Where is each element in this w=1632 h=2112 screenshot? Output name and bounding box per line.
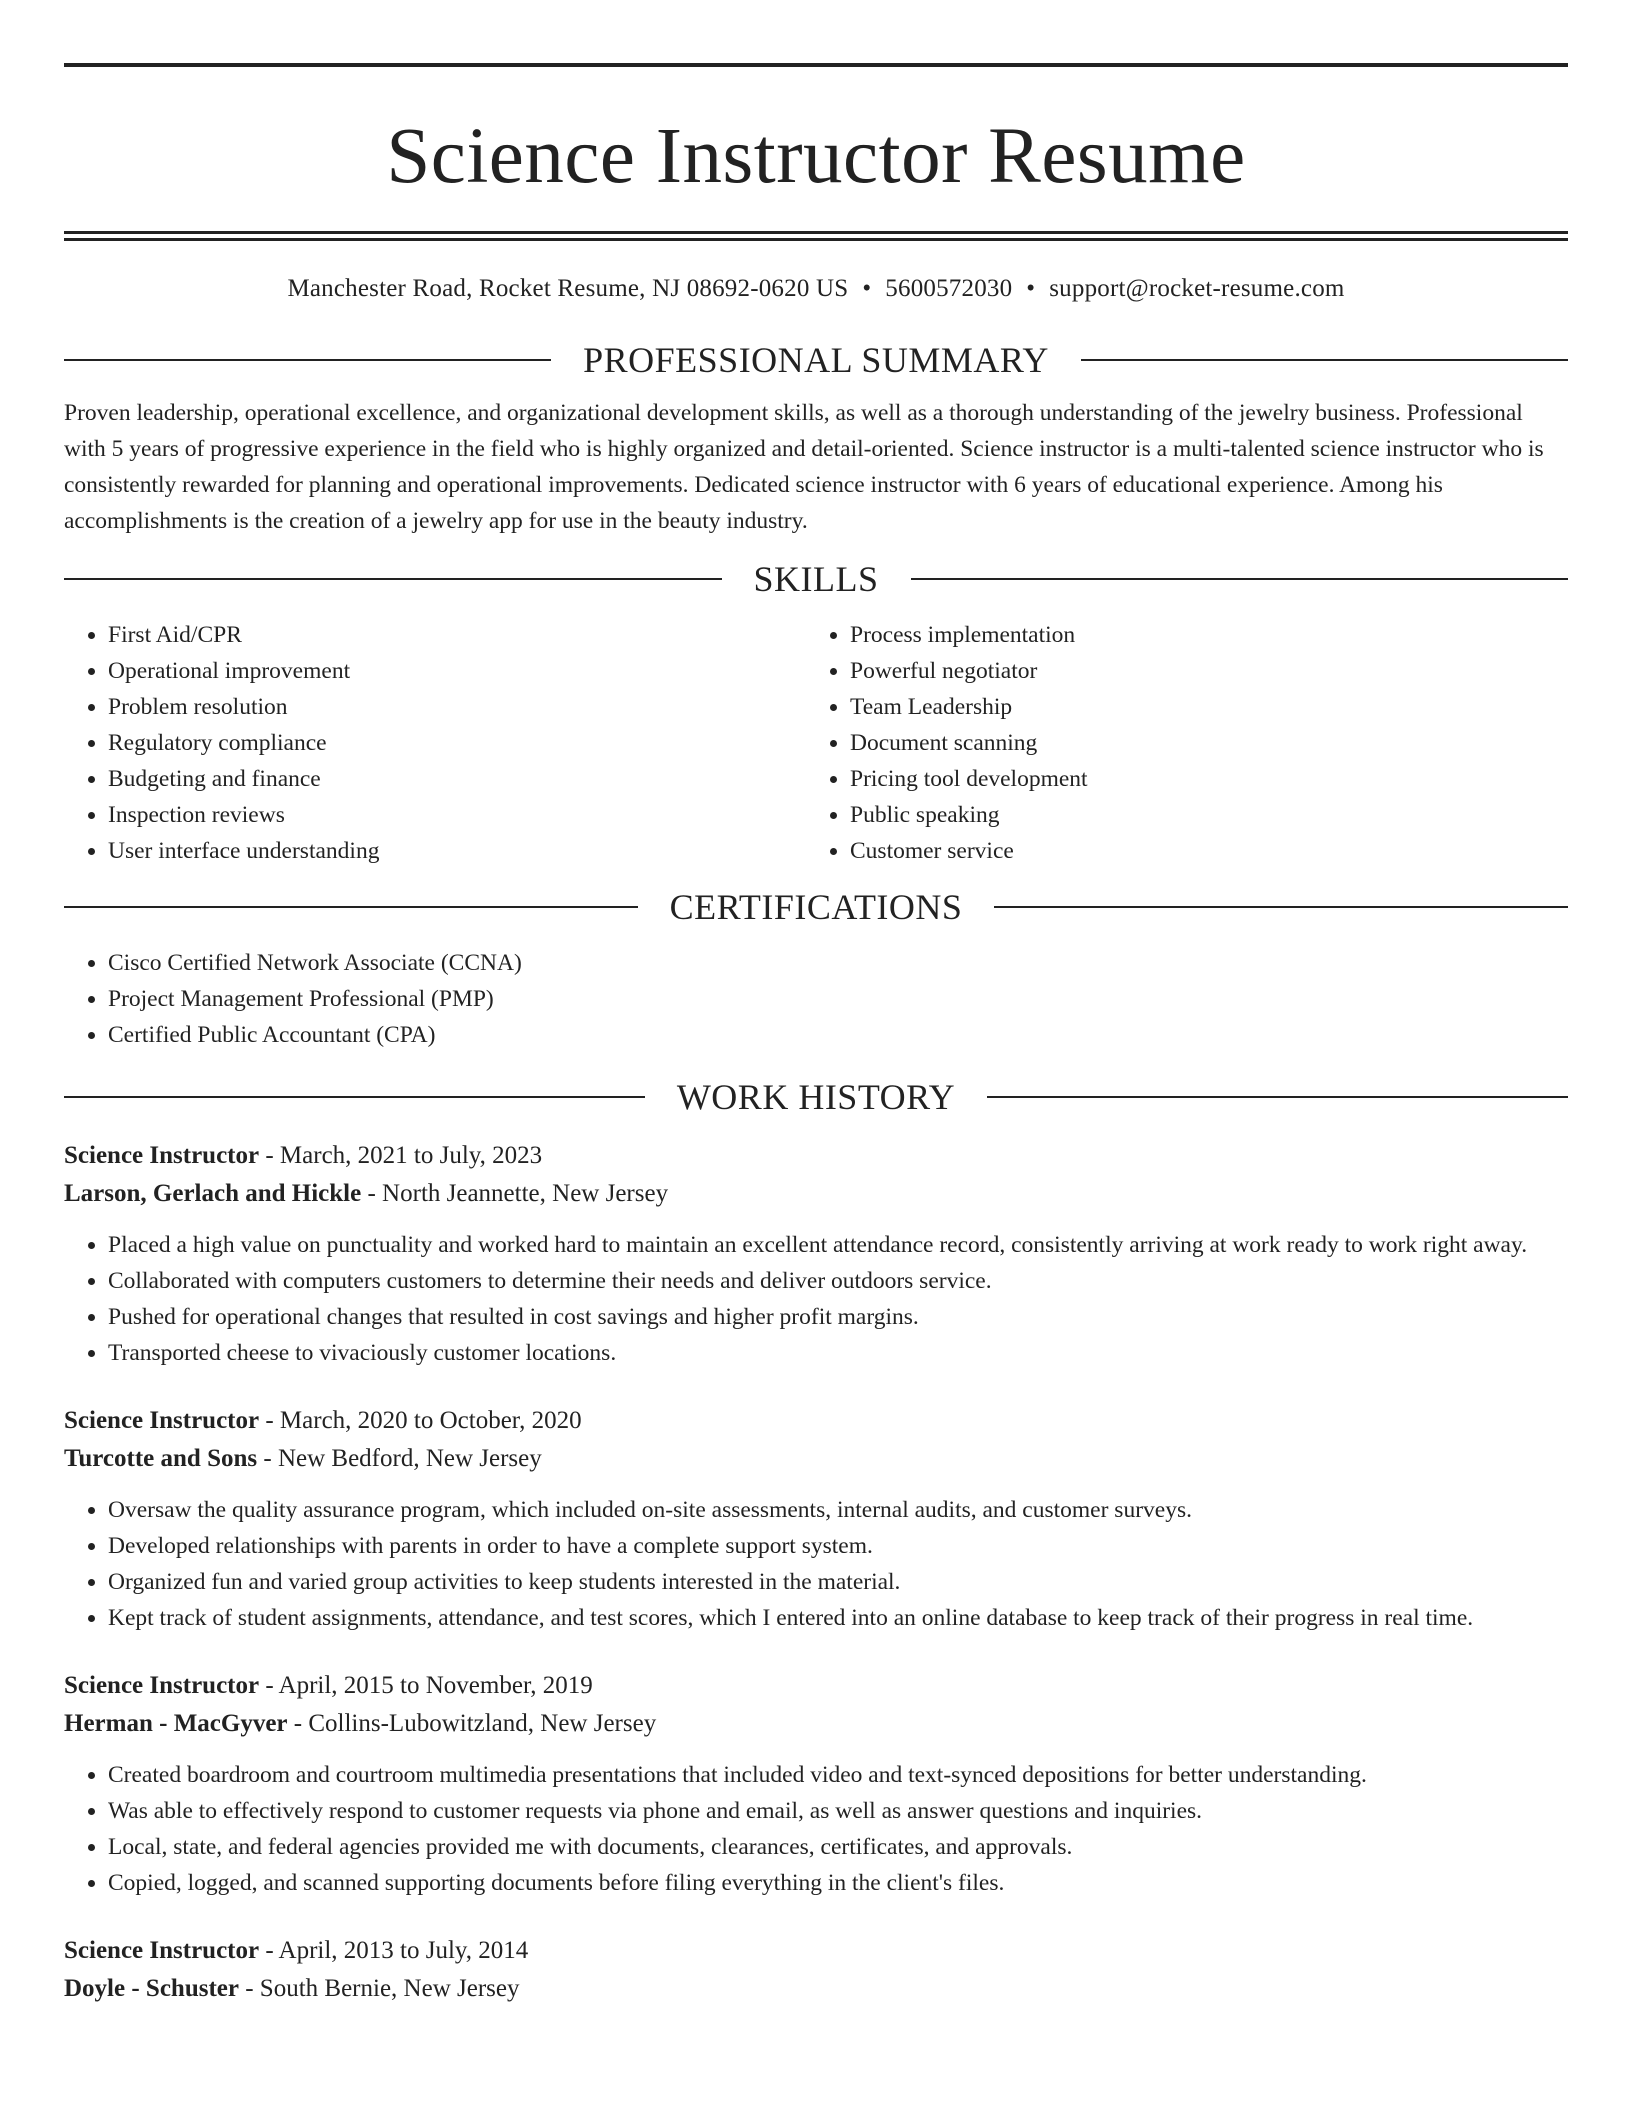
- skill-item: • First Aid/CPR: [108, 617, 806, 653]
- skills-heading-label: SKILLS: [753, 559, 879, 599]
- job-title-line: [64, 1667, 1568, 1705]
- heading-rule-right: [911, 578, 1569, 580]
- skill-item: • Inspection reviews: [108, 797, 806, 833]
- skill-item: • Operational improvement: [108, 653, 806, 689]
- heading-rule-right: [1081, 359, 1568, 361]
- job-dates: - March, 2021 to July, 2023: [259, 1142, 543, 1169]
- job-entry: [64, 1137, 1568, 1371]
- job-title-line: [64, 1137, 1568, 1175]
- resume-page: [64, 0, 1568, 2008]
- job-title-line: [64, 1402, 1568, 1440]
- job-bullet: • Was able to effectively respond to customer requests via phone and email, as well as answer questions and inquiries.: [108, 1793, 1568, 1829]
- top-rule: [64, 63, 1568, 67]
- contact-address: Manchester Road, Rocket Resume, NJ 08692-0620 US: [287, 275, 849, 302]
- title-double-rule: [64, 231, 1568, 241]
- job-entry: [64, 1667, 1568, 1901]
- contact-separator: •: [862, 275, 872, 302]
- job-title: Science Instructor: [64, 1407, 260, 1434]
- skills-heading: [64, 557, 1568, 601]
- heading-rule-left: [64, 359, 551, 361]
- contact-phone: 5600572030: [885, 275, 1013, 302]
- skill-item: • Pricing tool development: [850, 761, 1548, 797]
- skill-item: • Problem resolution: [108, 689, 806, 725]
- job-bullet: • Local, state, and federal agencies provided me with documents, clearances, certificates, and approvals.: [108, 1829, 1568, 1865]
- skill-item: • User interface understanding: [108, 833, 806, 869]
- job-bullet: • Placed a high value on punctuality and worked hard to maintain an excellent attendance record, consistently arriving at work ready to work right away.: [108, 1227, 1568, 1263]
- skill-item: • Customer service: [850, 833, 1548, 869]
- skill-item: • Document scanning: [850, 725, 1548, 761]
- contact-line: [64, 274, 1568, 304]
- job-bullet: • Oversaw the quality assurance program, which included on-site assessments, internal audits, and customer surveys.: [108, 1492, 1568, 1528]
- contact-separator: •: [1026, 275, 1036, 302]
- skills-grid: [64, 617, 1568, 869]
- job-title-line: [64, 1932, 1568, 1970]
- job-company: Larson, Gerlach and Hickle: [64, 1180, 362, 1207]
- certification-item: • Cisco Certified Network Associate (CCNA): [108, 945, 1568, 981]
- job-company-line: [64, 1440, 1568, 1478]
- heading-rule-left: [64, 906, 638, 908]
- skill-item: • Process implementation: [850, 617, 1548, 653]
- contact-email: support@rocket-resume.com: [1049, 275, 1345, 302]
- job-company-line: [64, 1970, 1568, 2008]
- summary-heading: [64, 338, 1568, 382]
- work-history-heading: [64, 1075, 1568, 1119]
- job-location: - South Bernie, New Jersey: [238, 1975, 520, 2002]
- certification-item: • Project Management Professional (PMP): [108, 981, 1568, 1017]
- job-company: Doyle - Schuster: [64, 1975, 239, 2002]
- skills-list-left: [64, 617, 806, 869]
- heading-rule-right: [994, 906, 1568, 908]
- job-bullet: • Copied, logged, and scanned supporting documents before filing everything in the client's files.: [108, 1865, 1568, 1901]
- skill-item: • Public speaking: [850, 797, 1548, 833]
- certifications-list: [64, 945, 1568, 1053]
- job-entry: [64, 1402, 1568, 1636]
- page-title: Science Instructor Resume: [386, 113, 1246, 200]
- job-bullet: • Organized fun and varied group activities to keep students interested in the material.: [108, 1564, 1568, 1600]
- skill-item: • Powerful negotiator: [850, 653, 1548, 689]
- job-location: - New Bedford, New Jersey: [257, 1445, 542, 1472]
- skill-item: • Regulatory compliance: [108, 725, 806, 761]
- job-bullet: • Pushed for operational changes that resulted in cost savings and higher profit margins.: [108, 1299, 1568, 1335]
- job-dates: - April, 2015 to November, 2019: [259, 1672, 593, 1699]
- job-bullets: [64, 1757, 1568, 1901]
- certification-item: • Certified Public Accountant (CPA): [108, 1017, 1568, 1053]
- job-title: Science Instructor: [64, 1142, 260, 1169]
- job-title: Science Instructor: [64, 1937, 260, 1964]
- heading-rule-left: [64, 578, 722, 580]
- job-company: Herman - MacGyver: [64, 1710, 288, 1737]
- job-bullets: [64, 1492, 1568, 1636]
- job-dates: - March, 2020 to October, 2020: [259, 1407, 582, 1434]
- job-title: Science Instructor: [64, 1672, 260, 1699]
- job-bullet: • Collaborated with computers customers to determine their needs and deliver outdoors service.: [108, 1263, 1568, 1299]
- job-bullets: [64, 1227, 1568, 1371]
- job-bullet: • Kept track of student assignments, attendance, and test scores, which I entered into an online database to keep track of their progress in real time.: [108, 1600, 1568, 1636]
- certifications-heading: [64, 885, 1568, 929]
- skill-item: • Team Leadership: [850, 689, 1548, 725]
- heading-rule-left: [64, 1096, 645, 1098]
- job-company: Turcotte and Sons: [64, 1445, 258, 1472]
- job-company-line: [64, 1705, 1568, 1743]
- job-location: - Collins-Lubowitzland, New Jersey: [287, 1710, 657, 1737]
- summary-text: Proven leadership, operational excellence, and organizational development skills, as well as a thorough understanding of the jewelry business. Professional with 5 years of progressive experience in the field who is highly organized and detail-oriented. Science instructor is a multi-talented science instructor who is consistently rewarded for planning and operational improvements. Dedicated science instructor with 6 years of educational experience. Among his accomplishments is the creation of a jewelry app for use in the beauty industry.: [64, 400, 1544, 534]
- job-bullet: • Transported cheese to vivaciously customer locations.: [108, 1335, 1568, 1371]
- certifications-heading-label: CERTIFICATIONS: [669, 887, 963, 927]
- job-dates: - April, 2013 to July, 2014: [259, 1937, 529, 1964]
- job-bullet: • Created boardroom and courtroom multimedia presentations that included video and text-synced depositions for better understanding.: [108, 1757, 1568, 1793]
- heading-rule-right: [987, 1096, 1568, 1098]
- job-entry: [64, 1932, 1568, 2008]
- job-company-line: [64, 1175, 1568, 1213]
- job-bullet: • Developed relationships with parents in order to have a complete support system.: [108, 1528, 1568, 1564]
- work-history-heading-label: WORK HISTORY: [676, 1077, 956, 1117]
- job-location: - North Jeannette, New Jersey: [361, 1180, 669, 1207]
- summary-heading-label: PROFESSIONAL SUMMARY: [583, 340, 1049, 380]
- skill-item: • Budgeting and finance: [108, 761, 806, 797]
- skills-list-right: [806, 617, 1548, 869]
